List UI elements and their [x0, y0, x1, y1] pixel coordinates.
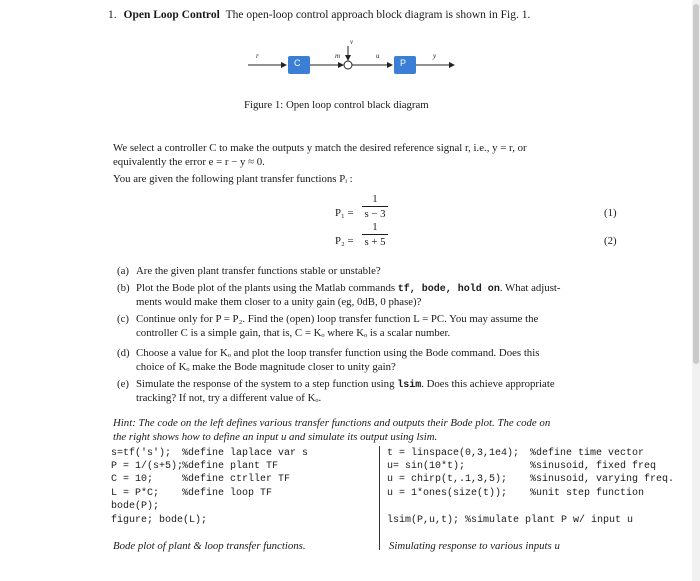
item-b-label: (b) — [117, 282, 130, 294]
eq2-denominator: s + 5 — [364, 236, 386, 248]
item-d-line2: choice of Kₒ make the Bode magnitude closer to unity gain? — [136, 361, 396, 373]
label-y: y — [433, 52, 437, 60]
code-right-row3-code: u = chirp(t,.1,3,5); — [387, 474, 508, 485]
code-left-row2-comment: %define plant TF — [182, 461, 279, 472]
item-e-command: lsim — [397, 380, 422, 391]
block-diagram — [240, 40, 460, 82]
item-d-line1: Choose a value for Kₒ and plot the loop transfer function using the Bode command. Does this — [136, 347, 540, 359]
item-e-label: (e) — [117, 378, 129, 390]
eq2-numerator: 1 — [372, 221, 378, 233]
hint-line1: Hint: The code on the left defines various transfer functions and outputs their Bode plot. The code on — [113, 417, 551, 429]
question-title: Open Loop Control — [123, 9, 220, 21]
eq1-lhs: P₁ = — [335, 207, 354, 219]
item-a-label: (a) — [117, 265, 129, 277]
hint-line2: the right shows how to define an input u and simulate its output using lsim. — [113, 431, 438, 443]
eq2-lhs: P₂ = — [335, 235, 354, 247]
label-r: r — [256, 52, 259, 60]
code-left-row3-code: C = 10; — [111, 474, 154, 485]
code-left-row4-comment: %define loop TF — [182, 488, 273, 499]
code-right-row6-code: lsim(P,u,t); %simulate plant P w/ input u — [387, 515, 634, 526]
eq1-numerator: 1 — [372, 193, 378, 205]
code-left-row5-code: bode(P); — [111, 501, 160, 512]
code-right-row3-comment: %sinusoid, varying freq. — [530, 474, 675, 485]
item-b-line2: ments would make them closer to a unity gain (eg, 0dB, 0 phase)? — [136, 296, 422, 308]
code-divider — [379, 446, 380, 550]
para1-line1: We select a controller C to make the outputs y match the desired reference signal r, i.e., y = r, or — [113, 142, 527, 154]
item-b-line1-pre: Plot the Bode plot of the plants using the Matlab commands — [136, 282, 398, 294]
code-left-row1-code: s=tf('s'); — [111, 448, 172, 459]
block-p-label: P — [400, 58, 407, 68]
item-b-line1-post: . What adjust- — [499, 282, 561, 294]
figure-caption: Figure 1: Open loop control black diagram — [244, 99, 429, 111]
item-d-label: (d) — [117, 347, 130, 359]
eq1-fraction — [362, 193, 388, 220]
question-header — [108, 8, 530, 22]
code-left-caption: Bode plot of plant & loop transfer functions. — [113, 540, 306, 552]
item-e-line1-post: . Does this achieve appropriate — [421, 378, 555, 390]
code-left-row4-code: L = P*C; — [111, 488, 160, 499]
summing-junction — [344, 61, 352, 69]
label-u: u — [376, 52, 380, 60]
label-m: m — [335, 52, 341, 60]
scrollbar-thumb[interactable] — [693, 4, 699, 364]
label-v: v — [350, 38, 354, 46]
code-right-row1-code: t = linspace(0,3,1e4); — [387, 448, 520, 459]
item-e-line1-pre: Simulate the response of the system to a step function using — [136, 378, 398, 390]
item-c-line1: Continue only for P = P₂. Find the (open) loop transfer function L = PC. You may assume the — [136, 313, 539, 325]
code-left-row3-comment: %define ctrller TF — [182, 474, 291, 485]
code-left-row1-comment: %define laplace var s — [182, 448, 309, 459]
code-right-caption: Simulating response to various inputs u — [389, 540, 560, 552]
para1-line2: equivalently the error e = r − y ≈ 0. — [113, 156, 265, 168]
item-c-label: (c) — [117, 313, 129, 325]
eq2-fraction — [362, 221, 388, 248]
code-left-row6-code: figure; bode(L); — [111, 515, 208, 526]
code-left-row2-code: P = 1/(s+5); — [111, 461, 184, 472]
code-right-row1-comment: %define time vector — [530, 448, 645, 459]
eq1-tag: (1) — [604, 207, 617, 219]
code-right-row4-comment: %unit step function — [530, 488, 645, 499]
eq2-tag: (2) — [604, 235, 617, 247]
eq1-denominator: s − 3 — [364, 208, 386, 220]
item-c-line2: controller C is a simple gain, that is, C = Kₒ where Kₒ is a scalar number. — [136, 327, 451, 339]
block-c-label: C — [294, 58, 301, 68]
code-right-row2-comment: %sinusoid, fixed freq — [530, 461, 657, 472]
item-b-commands: tf, bode, hold on — [397, 284, 500, 295]
question-number: 1. — [108, 9, 117, 21]
item-a-text: Are the given plant transfer functions stable or unstable? — [136, 265, 381, 277]
vertical-scrollbar[interactable] — [692, 0, 700, 581]
question-intro: The open-loop control approach block diagram is shown in Fig. 1. — [225, 9, 531, 21]
item-e-line2: tracking? If not, try a different value of Kₒ. — [136, 392, 322, 404]
code-right-row4-code: u = 1*ones(size(t)); — [387, 488, 508, 499]
code-right-row2-code: u= sin(10*t); — [387, 461, 466, 472]
para1-line3: You are given the following plant transfer functions Pᵢ : — [113, 173, 353, 185]
